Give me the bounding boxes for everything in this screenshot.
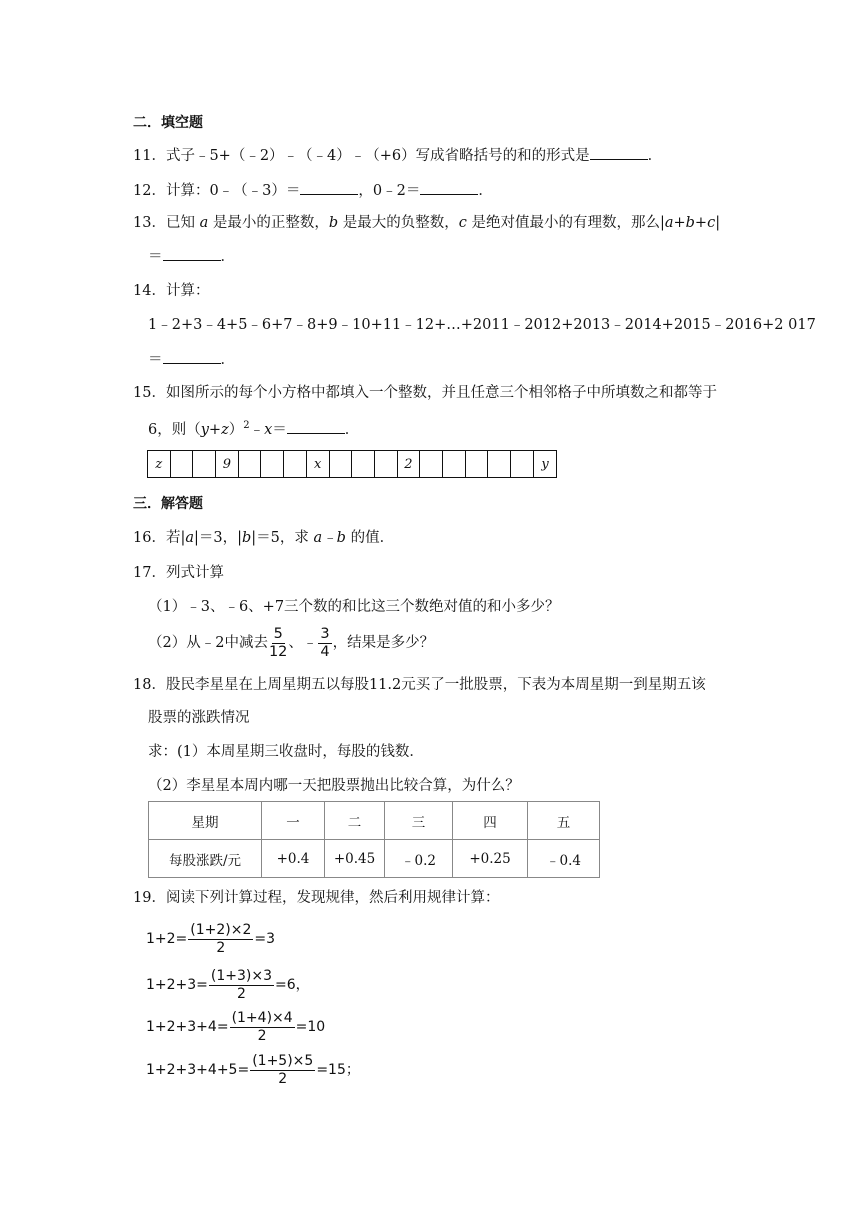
question-16: 16．若|a|＝3，|b|＝5，求 a﹣b 的值． xyxy=(133,530,395,546)
grid-cell: 9 xyxy=(216,451,239,477)
question-18-part1: 求：(1）本周星期三收盘时，每股的钱数． xyxy=(148,744,424,760)
table-cell: +0.25 xyxy=(453,840,528,878)
fraction: $\frac{5}{12}$ xyxy=(268,625,288,660)
grid-cell xyxy=(420,451,443,477)
table-cell: ﹣0.2 xyxy=(385,840,453,878)
fraction: $\frac{3}{4}$ xyxy=(320,625,330,660)
table-cell: 星期 xyxy=(149,802,262,840)
question-19: 19．阅读下列计算过程，发现规律，然后利用规律计算： xyxy=(133,890,500,906)
question-12: 12．计算：0﹣（﹣3）＝ ，0﹣2＝ ． xyxy=(133,180,493,201)
question-14-expression: 1﹣2+3﹣4+5﹣6+7﹣8+9﹣10+11﹣12+…+2011﹣2012+2013﹣2014+2015﹣2016+2 017 xyxy=(148,317,816,333)
table-cell: ﹣0.4 xyxy=(528,840,600,878)
number-strip-grid xyxy=(147,450,557,478)
grid-cell xyxy=(488,451,511,477)
question-14-answer: ＝ ． xyxy=(148,349,235,370)
formula-row: 1+2+3= $\frac{(1+3)\times 3}{2}$ =6， xyxy=(146,967,310,1002)
grid-cell xyxy=(284,451,307,477)
grid-cell xyxy=(330,451,353,477)
question-17-part1: （1）﹣3、﹣6、+7三个数的和比这三个数绝对值的和小多少？ xyxy=(148,599,560,615)
formula-row: 1+2+3+4= $\frac{(1+4)\times 4}{2}$ =10 xyxy=(146,1009,326,1044)
question-18-part2: （2）李星星本周内哪一天把股票抛出比较合算，为什么？ xyxy=(148,778,520,794)
answer-blank xyxy=(300,180,358,195)
stock-change-table xyxy=(148,801,600,878)
table-cell: 二 xyxy=(325,802,385,840)
question-13: 13．已知 a 是最小的正整数，b 是最大的负整数，c 是绝对值最小的有理数，那么|a+b+c| xyxy=(133,215,721,231)
answer-blank xyxy=(287,419,345,434)
table-row xyxy=(149,802,600,840)
formula-row: 1+2= $\frac{(1+2)\times 2}{2}$ =3 xyxy=(146,921,276,956)
fraction: $\frac{(1+4)\times 4}{2}$ xyxy=(231,1009,293,1044)
table-cell: +0.45 xyxy=(325,840,385,878)
fraction: $\frac{(1+2)\times 2}{2}$ xyxy=(190,921,252,956)
table-cell: +0.4 xyxy=(262,840,325,878)
question-14: 14．计算： xyxy=(133,283,210,299)
formula-row: 1+2+3+4+5= $\frac{(1+5)\times 5}{2}$ =15； xyxy=(146,1052,360,1087)
question-18-line2: 股票的涨跌情况 xyxy=(148,710,250,726)
grid-cell: x xyxy=(307,451,330,477)
section-fill-in-title: 二．填空题 xyxy=(133,115,203,131)
grid-cell xyxy=(466,451,489,477)
fraction: $\frac{(1+3)\times 3}{2}$ xyxy=(210,967,273,1002)
grid-cell xyxy=(443,451,466,477)
grid-cell xyxy=(375,451,398,477)
grid-cell xyxy=(239,451,262,477)
grid-cell xyxy=(261,451,284,477)
grid-cell xyxy=(193,451,216,477)
grid-cell: y xyxy=(541,456,549,472)
question-17: 17．列式计算 xyxy=(133,565,224,581)
question-15: 15．如图所示的每个小方格中都填入一个整数，并且任意三个相邻格子中所填数之和都等于 xyxy=(133,385,717,401)
table-cell: 一 xyxy=(262,802,325,840)
question-13-answer: ＝ ． xyxy=(148,246,235,267)
grid-cell xyxy=(352,451,375,477)
question-17-part2: （2）从﹣2中减去 $\frac{5}{12}$ 、﹣ $\frac{3}{4}$ ，结果是多少？ xyxy=(148,625,435,660)
answer-blank xyxy=(163,349,221,364)
grid-cell: z xyxy=(148,451,171,477)
answer-blank xyxy=(163,246,221,261)
question-18: 18．股民李星星在上周星期五以每股11.2元买了一批股票，下表为本周星期一到星期五该 xyxy=(133,677,706,693)
table-cell: 三 xyxy=(385,802,453,840)
table-cell: 每股涨跌/元 xyxy=(149,840,262,878)
table-row xyxy=(149,840,600,878)
grid-cell xyxy=(171,451,194,477)
grid-cell: 2 xyxy=(398,451,421,477)
grid-cell xyxy=(511,451,534,477)
table-cell: 四 xyxy=(453,802,528,840)
answer-blank xyxy=(420,180,478,195)
fraction: $\frac{(1+5)\times 5}{2}$ xyxy=(252,1052,314,1087)
section-answer-title: 三．解答题 xyxy=(133,496,203,512)
question-15-line2: 6，则$(y+z)^2﹣x=$ ． xyxy=(148,420,360,438)
table-cell: 五 xyxy=(528,802,600,840)
question-11: 11．式子﹣5+（﹣2）﹣（﹣4）﹣（+6）写成省略括号的和的形式是 ． xyxy=(133,145,662,166)
answer-blank xyxy=(590,145,648,160)
